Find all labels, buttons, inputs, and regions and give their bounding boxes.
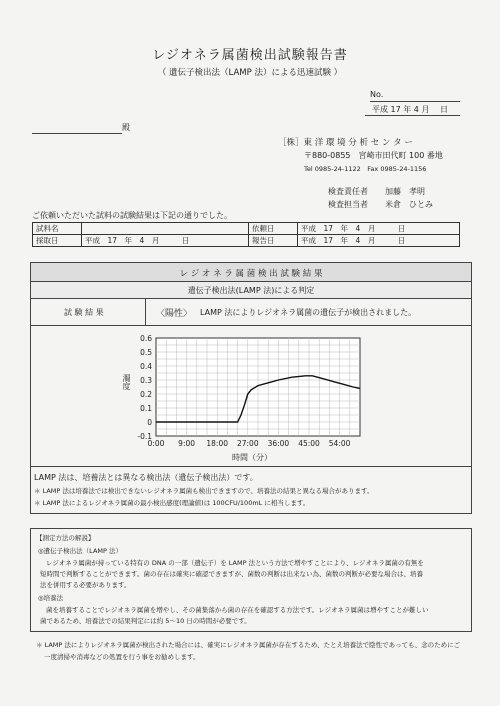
footnote-line-1: ＊ LAMP 法によりレジオネラ属菌が検出された場合には、確実にレジオネラ属菌が存在するため、たとえ培養法で陰性であっても、念のためにご — [36, 641, 461, 649]
footnote-line-2: 一度清掃や消毒などの処置を行う事をお勧めします。 — [44, 653, 200, 661]
chart-grid — [156, 338, 360, 436]
y-tick-label: 0.3 — [140, 376, 152, 385]
company-address: 〒880-0855 宮崎市田代町 100 番地 — [304, 151, 443, 160]
gene-method-line-1: レジオネラ属菌が持っている特有の DNA の一部（遺伝子）を LAMP 法という方法で増やすことにより、レジオネラ属菌の有無を — [46, 559, 424, 567]
report-date-value: 平成 17 年 4 月 日 — [298, 235, 460, 247]
results-divider — [145, 299, 146, 325]
y-tick-label: 0.2 — [140, 390, 152, 399]
y-tick-label: -0.1 — [137, 432, 152, 441]
request-date-value: 平成 17 年 4 月 日 — [298, 223, 460, 235]
gene-method-heading: ◎遺伝子検出法（LAMP 法） — [38, 547, 122, 555]
company-name: ［株］東 洋 環 境 分 析 セ ン タ ー — [278, 138, 413, 148]
note-1: ＊ LAMP 法は培養法では検出できないレジオネラ属菌も検出できますので、培養法の結果と異なる場合があります。 — [34, 487, 374, 495]
note-2: ＊ LAMP 法によるレジオネラ属菌の最小検出感度(理論値)は 100CFU/100mL に相当します。 — [34, 499, 310, 507]
inspector-name: 米倉 ひとみ — [385, 200, 433, 209]
results-row-underline — [31, 325, 471, 326]
result-value: 〈陽性〉 — [156, 309, 193, 319]
results-method: 遺伝子検出法(LAMP 法)による判定 — [187, 286, 315, 295]
y-tick-label: 0.5 — [140, 348, 152, 357]
y-tick-label: 0.6 — [140, 334, 152, 343]
sample-name-value — [82, 223, 249, 235]
chart-y-ticks — [137, 334, 152, 441]
results-header: レ ジ オ ネ ラ 属 菌 検 出 試 験 結 果 — [179, 269, 323, 279]
report-no-label: No. — [370, 90, 384, 99]
info-table — [32, 222, 460, 247]
sample-name-label: 試料名 — [33, 223, 82, 235]
recipient-suffix: 殿 — [122, 123, 130, 132]
report-date-label: 報告日 — [249, 235, 298, 247]
notes-divider — [31, 466, 471, 467]
x-tick-label: 18:00 — [206, 439, 229, 448]
company-phone: Tel 0985-24-1122 Fax 0985-24-1156 — [304, 165, 427, 173]
inspector-chief-label: 検査責任者 — [328, 187, 368, 196]
culture-method-line-1: 菌を培養することでレジオネラ属菌を増やし、その菌集落から菌の存在を確認する方法です。レジオネラ属菌は増やすことが難しい — [46, 606, 429, 614]
x-tick-label: 0:00 — [147, 439, 165, 448]
x-tick-label: 45:00 — [298, 439, 320, 448]
methods-heading: 【測定方法の解説】 — [36, 534, 95, 542]
gene-method-line-2: 短時間で判断することができます。菌の存在は確実に確認できますが、菌数の判断は出来ない為、菌数の判断が必要な場合は、培養 — [40, 570, 423, 578]
inspector-label: 検査担当者 — [328, 200, 368, 209]
sampling-date-label: 採取日 — [33, 235, 82, 247]
inspector-chief-name: 加藤 孝明 — [385, 187, 425, 196]
y-tick-label: 0.4 — [140, 362, 152, 371]
x-tick-label: 36:00 — [267, 439, 290, 448]
y-tick-label: 0 — [147, 418, 152, 427]
report-no-underline — [370, 101, 460, 102]
result-label: 試 験 結 果 — [64, 308, 104, 317]
chart-x-label: 時間（分） — [232, 453, 272, 462]
sampling-date-value: 平成 17 年 4 月 日 — [82, 235, 249, 247]
x-tick-label: 54:00 — [328, 439, 351, 448]
report-subtitle: （ 遺伝子検出法（LAMP 法）による迅速試験 ） — [157, 68, 343, 78]
gene-method-line-3: 法を併用する必要があります。 — [40, 581, 131, 589]
recipient-underline — [32, 133, 122, 134]
x-tick-label: 27:00 — [236, 439, 259, 448]
request-date-label: 依頼日 — [249, 223, 298, 235]
turbidity-chart — [100, 328, 380, 463]
result-text: LAMP 法によりレジオネラ属菌の遺伝子が検出されました。 — [200, 308, 417, 317]
chart-x-ticks — [148, 439, 351, 448]
chart-y-label: 濁度 — [122, 374, 131, 390]
report-title: レジオネラ属菌検出試験報告書 — [152, 48, 348, 63]
report-date-underline — [365, 115, 460, 116]
intro-text: ご依頼いただいた試料の試験結果は下記の通りでした。 — [32, 211, 232, 220]
report-date: 平成 17 年 4 月 日 — [372, 105, 448, 114]
lamp-note: LAMP 法は、培養法とは異なる検出法（遺伝子検出法）です。 — [34, 473, 258, 482]
y-tick-label: 0.1 — [140, 404, 152, 413]
x-tick-label: 9:00 — [178, 439, 196, 448]
culture-method-heading: ◎培養法 — [38, 594, 64, 602]
culture-method-line-2: 菌であるため、培養法での結果判定には約 5〜10 日の時間が必要です。 — [40, 617, 251, 625]
